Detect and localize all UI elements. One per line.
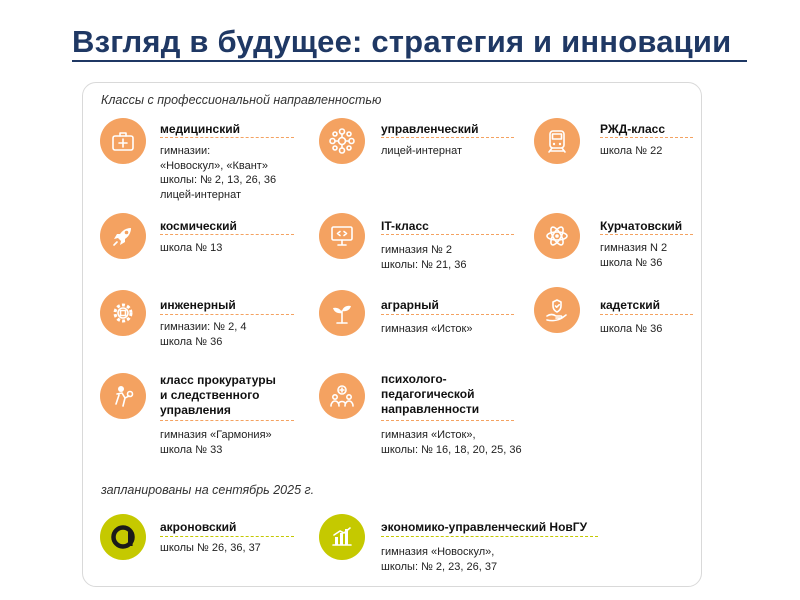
class-title-line: педагогической [381,387,475,401]
class-title-line: инженерный [160,298,236,312]
school-line: школа № 13 [160,242,223,254]
section-heading-planned: запланированы на сентябрь 2025 г. [101,483,315,497]
dashed-divider [160,536,294,537]
class-title-line: направленности [381,402,480,416]
class-title [381,372,479,417]
class-title-line: космический [160,219,237,233]
class-title [600,122,665,137]
school-line: школы: № 16, 18, 20, 25, 36 [381,443,522,456]
school-line: гимназия «Новоскул», [381,546,495,558]
class-title-line: экономико-управленческий НовГУ [381,520,588,534]
school-line: школа № 36 [600,323,663,335]
class-schools [600,144,662,159]
class-title [600,219,682,234]
class-schools [160,320,246,349]
school-line: гимназия «Исток», [381,429,476,441]
school-line: школы: № 2, 23, 26, 37 [381,560,498,573]
akron-logo-icon [100,514,146,560]
class-schools [381,322,472,337]
section-heading-current: Классы с профессиональной направленностью [101,93,382,107]
gear-chip-icon [100,290,146,336]
school-line: школы: № 2, 13, 26, 36 [160,174,277,186]
class-title-line: и следственного [160,388,260,402]
school-line: гимназия «Исток» [381,323,473,335]
class-title [600,298,660,313]
medical-case-icon [100,118,146,164]
class-title [160,373,276,418]
rocket-icon [100,213,146,259]
management-network-icon [319,118,365,164]
school-line: школы № 26, 36, 37 [160,542,261,554]
school-line: школа № 33 [160,443,223,456]
dashed-divider [381,314,514,315]
class-title [160,298,236,313]
computer-icon [319,213,365,259]
class-title-line: класс прокуратуры [160,373,276,387]
class-title-line: психолого- [381,372,447,386]
class-schools [160,241,222,256]
class-schools [381,243,467,272]
school-line: лицей-интернат [381,145,463,157]
class-title-line: акроновский [160,520,237,534]
dashed-divider [160,137,294,138]
dashed-divider [600,234,693,235]
detective-icon [100,373,146,419]
class-title [381,122,478,137]
class-title-line: РЖД-класс [600,122,666,136]
school-line: школа № 36 [600,256,663,269]
class-title [160,520,236,535]
economy-chart-icon [319,514,365,560]
train-icon [534,118,580,164]
class-schools [160,144,276,202]
people-brain-icon [319,373,365,419]
class-title-line: Курчатовский [600,219,683,233]
school-line: школа № 36 [160,335,223,348]
class-title [381,520,587,535]
dashed-divider [381,234,514,235]
school-line: гимназия № 2 [381,244,452,256]
class-schools [381,428,522,457]
class-schools [160,428,272,457]
dashed-divider [381,420,514,421]
school-line: гимназии: № 2, 4 [160,321,247,333]
class-title-line: IT-класс [381,219,429,233]
class-title-line: аграрный [381,298,439,312]
class-title-line: медицинский [160,122,240,136]
plant-icon [319,290,365,336]
class-title [381,219,429,234]
school-line: школа № 22 [600,145,663,157]
class-title-line: управления [160,403,231,417]
class-title [381,298,439,313]
dashed-divider [160,420,294,421]
dashed-divider [381,137,514,138]
dashed-divider [160,314,294,315]
class-title-line: кадетский [600,298,660,312]
class-schools [160,541,261,556]
class-schools [600,241,667,270]
school-line: гимназия «Гармония» [160,429,272,441]
dashed-divider [600,137,693,138]
school-line: «Новоскул», «Квант» [160,159,268,172]
class-schools [381,545,497,574]
page-title: Взгляд в будущее: стратегия и инновации [72,24,732,59]
dashed-divider [600,314,693,315]
class-schools [381,144,462,159]
school-line: гимназии: [160,145,211,157]
school-line: лицей-интернат [160,188,242,201]
class-title-line: управленческий [381,122,479,136]
school-line: гимназия N 2 [600,242,668,254]
class-title [160,219,237,234]
title-divider [72,60,747,62]
class-schools [600,322,662,337]
dashed-divider [160,234,294,235]
class-title [160,122,240,137]
atom-icon [534,213,580,259]
cadet-hand-icon [534,287,580,333]
school-line: школы: № 21, 36 [381,258,467,271]
dashed-divider [381,536,598,537]
